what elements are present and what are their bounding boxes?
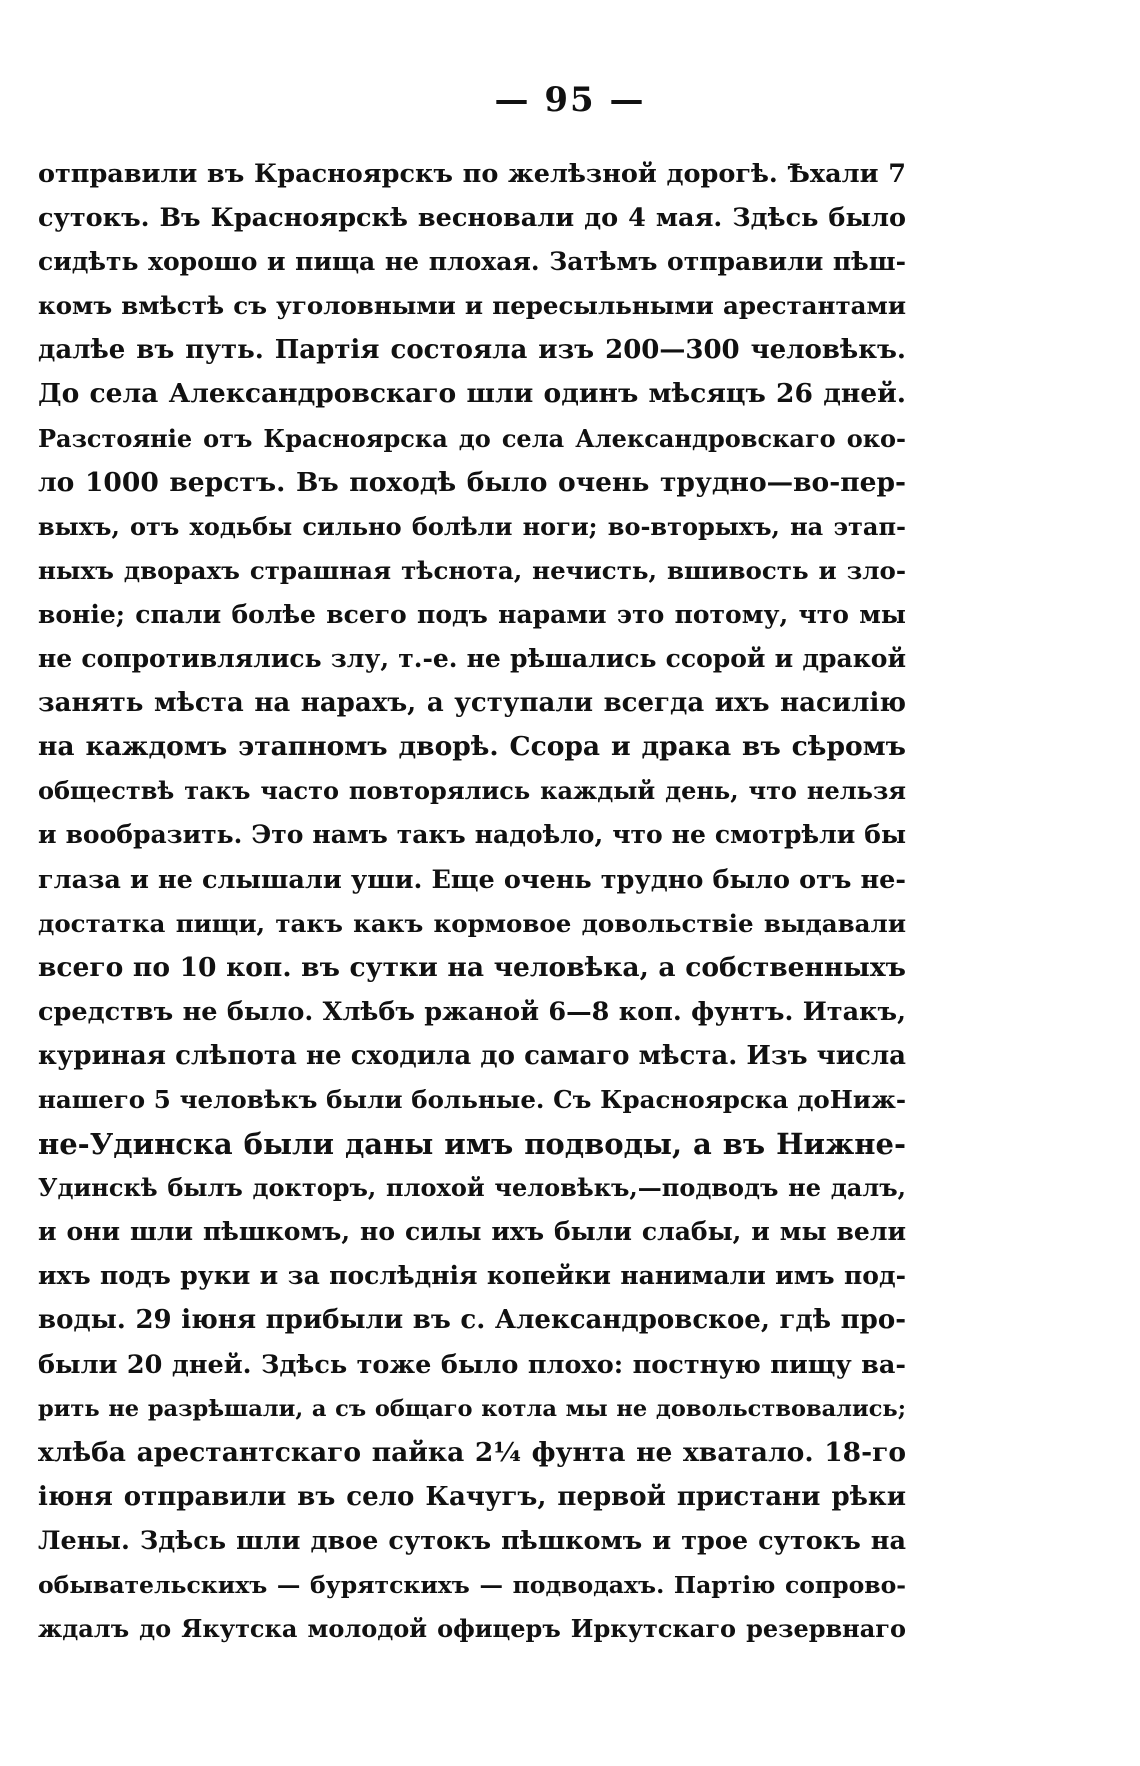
text-line: средствъ не было. Хлѣбъ ржаной 6—8 коп. фунтъ. Итакъ, (38, 996, 906, 1027)
text-line: нашего 5 человѣкъ были больные. Съ Красноярска доНиж- (38, 1084, 906, 1114)
text-line: и они шли пѣшкомъ, но силы ихъ были слабы, и мы вели (38, 1217, 906, 1247)
text-line: іюня отправили въ село Качугъ, первой пристани рѣки (38, 1481, 906, 1512)
text-line: Лены. Здѣсь шли двое сутокъ пѣшкомъ и трое сутокъ на (38, 1525, 906, 1556)
text-line: сутокъ. Въ Красноярскѣ весновали до 4 мая. Здѣсь было (38, 203, 906, 234)
text-line: обществѣ такъ часто повторялись каждый день, что нельзя (38, 776, 906, 806)
text-line: Разстояніе отъ Красноярска до села Александровскаго око- (38, 423, 906, 453)
text-line: занять мѣста на нарахъ, а уступали всегда ихъ насилію (38, 688, 906, 719)
text-line: ждалъ до Якутска молодой офицеръ Иркутскаго резервнаго (38, 1614, 906, 1644)
text-line: ло 1000 верстъ. Въ походѣ было очень трудно—во-пер- (38, 466, 906, 498)
text-line: не-Удинска были даны имъ подводы, а въ Нижне- (38, 1127, 906, 1162)
text-line: комъ вмѣстѣ съ уголовными и пересыльными арестантами (38, 291, 906, 321)
text-line: не сопротивлялись злу, т.-е. не рѣшались ссорой и дракой (38, 644, 906, 674)
page-number: — 95 — (494, 80, 646, 120)
text-line: обывательскихъ — бурятскихъ — подводахъ. Партію сопрово- (38, 1571, 906, 1599)
text-line: и вообразить. Это намъ такъ надоѣло, что не смотрѣли бы (38, 820, 906, 850)
text-line: рить не разрѣшали, а съ общаго котла мы не довольствовались; (38, 1395, 906, 1422)
text-line: воды. 29 іюня прибыли въ с. Александровское, гдѣ про- (38, 1305, 906, 1336)
text-line: отправили въ Красноярскъ по желѣзной дорогѣ. Ѣхали 7 (38, 159, 906, 189)
text-line: всего по 10 коп. въ сутки на человѣка, а собственныхъ (38, 951, 906, 983)
body-text (38, 152, 906, 1651)
text-line: выхъ, отъ ходьбы сильно болѣли ноги; во-вторыхъ, на этап- (38, 511, 906, 541)
text-line: далѣе въ путь. Партія состояла изъ 200—300 человѣкъ. (38, 335, 906, 366)
text-line: сидѣть хорошо и пища не плохая. Затѣмъ отправили пѣш- (38, 247, 906, 277)
text-line: воніе; спали болѣе всего подъ нарами это потому, что мы (38, 599, 906, 629)
text-line: ныхъ дворахъ страшная тѣснота, нечисть, вшивость и зло- (38, 555, 906, 585)
text-line: хлѣба арестантскаго пайка 2¼ фунта не хватало. 18-го (38, 1436, 906, 1468)
text-line: куриная слѣпота не сходила до самаго мѣста. Изъ числа (38, 1040, 906, 1071)
text-line: глаза и не слышали уши. Еще очень трудно было отъ не- (38, 864, 906, 895)
text-line: Удинскѣ былъ докторъ, плохой человѣкъ,—подводъ не далъ, (38, 1173, 906, 1203)
text-line: ихъ подъ руки и за послѣднія копейки нанимали имъ под- (38, 1261, 906, 1291)
text-line: До села Александровскаго шли одинъ мѣсяцъ 26 дней. (38, 378, 906, 410)
text-line: на каждомъ этапномъ дворѣ. Ссора и драка въ сѣромъ (38, 731, 906, 763)
text-line: достатка пищи, такъ какъ кормовое довольствіе выдавали (38, 908, 906, 938)
text-line: были 20 дней. Здѣсь тоже было плохо: постную пищу ва- (38, 1349, 906, 1380)
